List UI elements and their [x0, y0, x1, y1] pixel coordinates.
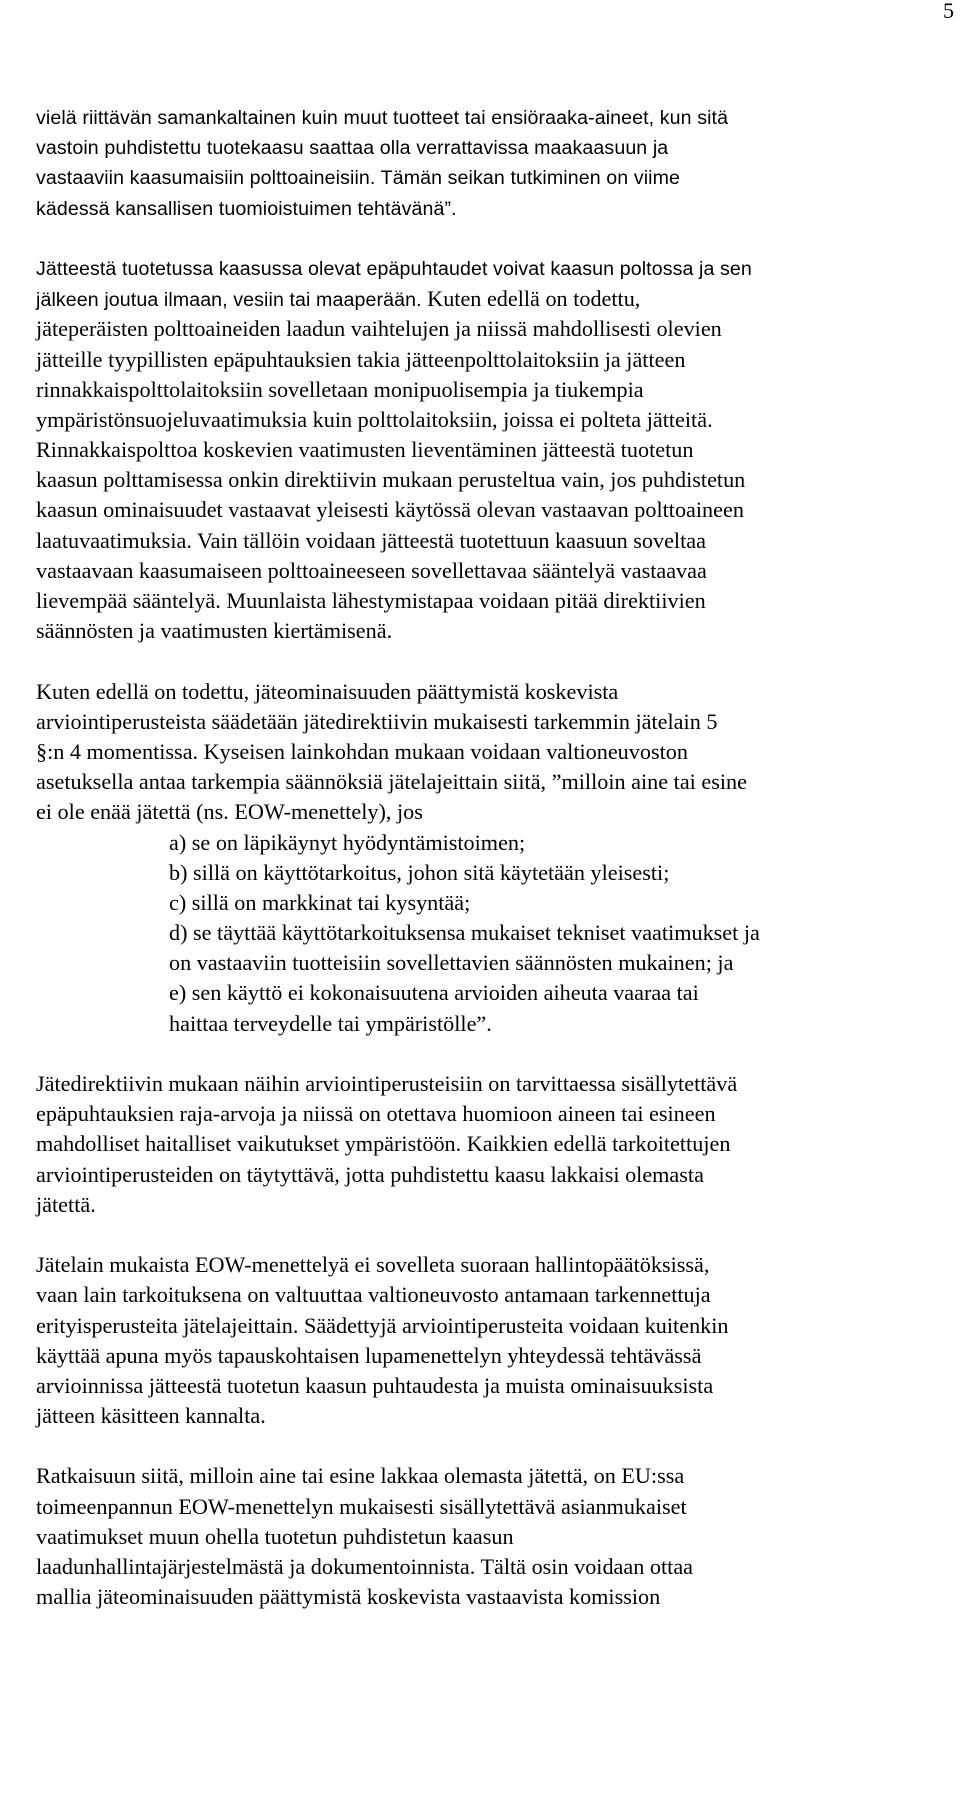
text-line: Jätelain mukaista EOW-menettelyä ei sovelleta suoraan hallintopäätöksissä, [36, 1252, 710, 1278]
paragraph-gap [36, 1039, 936, 1069]
list-item: c) sillä on markkinat tai kysyntää; [169, 889, 471, 915]
text-segment: jälkeen joutua ilmaan, vesiin tai maaperään. [36, 289, 422, 312]
text-line: kaasun ominaisuudet vastaavat yleisesti käytössä olevan vastaavan polttoaineen [36, 497, 744, 523]
text-line: laadunhallintajärjestelmästä ja dokumentoinnista. Tältä osin voidaan ottaa [36, 1554, 694, 1579]
text-line: Ratkaisuun siitä, milloin aine tai esine lakkaa olemasta jätettä, on EU:ssa [36, 1463, 685, 1489]
list-item: e) sen käyttö ei kokonaisuutena arvioiden aiheuta vaaraa tai [169, 980, 699, 1006]
text-line: arvioinnissa jätteestä tuotetun kaasun puhtaudesta ja muista ominaisuuksista [36, 1372, 714, 1398]
list-item: a) se on läpikäynyt hyödyntämistoimen; [169, 829, 526, 855]
text-line: Kuten edellä on todettu, jäteominaisuuden päättymistä koskevista [36, 678, 619, 704]
text-line: laatuvaatimuksia. Vain tällöin voidaan jätteestä tuotettuun kaasuun soveltaa [36, 527, 706, 553]
paragraph-gap [36, 224, 936, 254]
text-line: ympäristönsuojeluvaatimuksia kuin polttolaitoksiin, joissa ei polteta jätteitä. [36, 406, 713, 432]
text-line: jätteille tyypillisten epäpuhtauksien takia jätteenpolttolaitoksiin ja jätteen [36, 346, 686, 372]
text-line: jätettä. [36, 1191, 96, 1217]
text-line: Jätedirektiivin mukaan näihin arviointiperusteisiin on tarvittaessa sisällytettävä [36, 1071, 738, 1096]
text-line: arviointiperusteista säädetään jätedirektiivin mukaisesti tarkemmin jätelain 5 [36, 708, 718, 734]
text-line: kädessä kansallisen tuomioistuimen tehtävänä”. [36, 197, 457, 220]
text-line: säännösten ja vaatimusten kiertämisenä. [36, 618, 393, 644]
text-segment: Kuten edellä on todettu, [421, 286, 641, 312]
text-line [36, 284, 936, 314]
list-item: b) sillä on käyttötarkoitus, johon sitä käytetään yleisesti; [169, 859, 670, 885]
text-line: mallia jäteominaisuuden päättymistä koskevista vastaavista komission [36, 1584, 661, 1610]
text-line: Rinnakkaispolttoa koskevien vaatimusten lieventäminen jätteestä tuotetun [36, 437, 694, 463]
text-line: ei ole enää jätettä (ns. EOW-menettely), jos [36, 799, 423, 825]
paragraph-gap [36, 1431, 936, 1461]
list-item: haittaa terveydelle tai ympäristölle”. [169, 1010, 492, 1036]
paragraph-gap [36, 1220, 936, 1250]
text-line: jätteen käsitteen kannalta. [36, 1403, 266, 1429]
list-item: on vastaaviin tuotteisiin sovellettavien säännösten mukainen; ja [169, 950, 734, 976]
text-line: §:n 4 momentissa. Kyseisen lainkohdan mukaan voidaan valtioneuvoston [36, 738, 688, 764]
text-line: vaatimukset muun ohella tuotetun puhdistetun kaasun [36, 1523, 514, 1549]
text-line: erityisperusteita jätelajeittain. Säädettyjä arviointiperusteita voidaan kuitenkin [36, 1312, 729, 1338]
body-text [36, 103, 936, 1612]
paragraph-gap [36, 646, 936, 676]
text-line: vaan lain tarkoituksena on valtuuttaa valtioneuvosto antamaan tarkennettuja [36, 1282, 711, 1308]
text-line: jäteperäisten polttoaineiden laadun vaihtelujen ja niissä mahdollisesti olevien [36, 316, 722, 342]
text-line: käyttää apuna myös tapauskohtaisen lupamenettelyn yhteydessä tehtävässä [36, 1342, 702, 1368]
text-line: toimeenpannun EOW-menettelyn mukaisesti sisällytettävä asianmukaiset [36, 1493, 687, 1519]
text-line: epäpuhtauksien raja-arvoja ja niissä on otettava huomioon aineen tai esineen [36, 1101, 716, 1127]
page-number: 5 [943, 0, 954, 23]
text-line: lievempää sääntelyä. Muunlaista lähestymistapaa voidaan pitää direktiivien [36, 588, 706, 613]
text-line: Jätteestä tuotetussa kaasussa olevat epäpuhtaudet voivat kaasun poltossa ja sen [36, 257, 752, 280]
list-item: d) se täyttää käyttötarkoituksensa mukaiset tekniset vaatimukset ja [169, 920, 760, 946]
text-line: kaasun polttamisessa onkin direktiivin mukaan perusteltua vain, jos puhdistetun [36, 467, 746, 493]
text-line: vastaaviin kaasumaisiin polttoaineisiin. Tämän seikan tutkiminen on viime [36, 167, 681, 190]
text-line: vastaavaan kaasumaiseen polttoaineeseen sovellettavaa sääntelyä vastaavaa [36, 557, 707, 583]
text-line: rinnakkaispolttolaitoksiin sovelletaan monipuolisempia ja tiukempia [36, 376, 644, 402]
text-line: mahdolliset haitalliset vaikutukset ympäristöön. Kaikkien edellä tarkoitettujen [36, 1131, 731, 1157]
text-line: asetuksella antaa tarkempia säännöksiä jätelajeittain siitä, ”milloin aine tai esine [36, 769, 747, 795]
text-line: arviointiperusteiden on täytyttävä, jotta puhdistettu kaasu lakkaisi olemasta [36, 1161, 704, 1187]
text-line: vielä riittävän samankaltainen kuin muut tuotteet tai ensiöraaka-aineet, kun sitä [36, 107, 729, 129]
text-line: vastoin puhdistettu tuotekaasu saattaa olla verrattavissa maakaasuun ja [36, 137, 669, 160]
